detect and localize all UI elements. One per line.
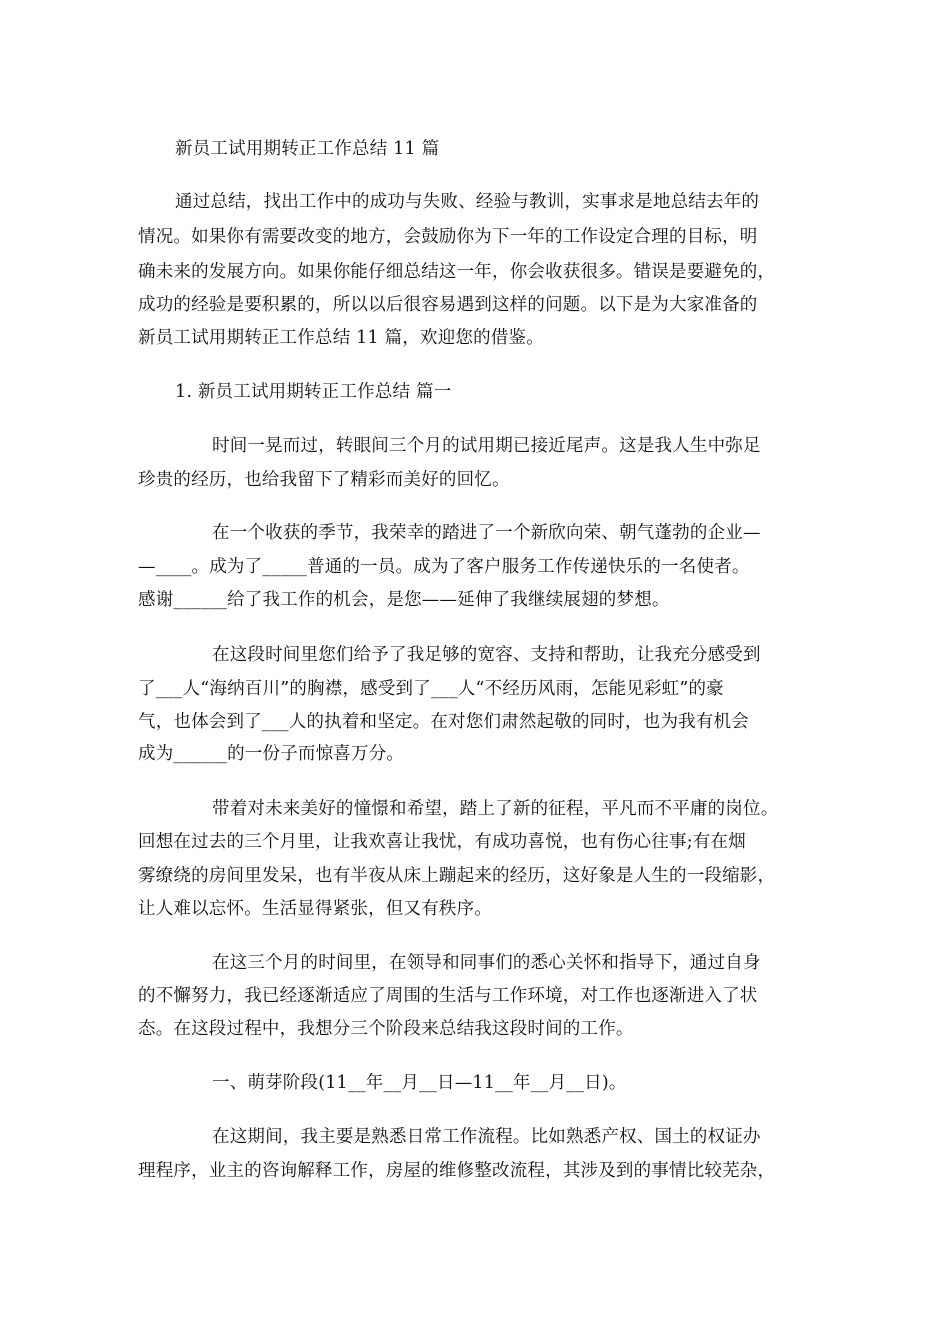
paragraph-2-line-1: 在一个收获的季节，我荣幸的踏进了一个新欣向荣、朝气蓬勃的企业—	[212, 523, 761, 543]
document-title: 新员工试用期转正工作总结 11 篇	[175, 139, 440, 159]
paragraph-5-line-1: 在这三个月的时间里，在领导和同事们的悉心关怀和指导下，通过自身	[212, 953, 761, 973]
paragraph-3-line-3: 气，也体会到了___人的执着和坚定。在对您们肃然起敬的同时，也为我有机会	[138, 712, 749, 732]
paragraph-4-line-2: 回想在过去的三个月里，让我欢喜让我忧，有成功喜悦，也有伤心往事;有在烟	[138, 832, 746, 852]
section-heading: 1. 新员工试用期转正工作总结 篇一	[175, 382, 452, 402]
paragraph-4-line-1: 带着对未来美好的憧憬和希望，踏上了新的征程，平凡而不平庸的岗位。	[212, 799, 779, 819]
paragraph-7-line-2: 理程序，业主的咨询解释工作，房屋的维修整改流程，其涉及到的事情比较芜杂，	[138, 1161, 776, 1181]
intro-line-2: 情况。如果你有需要改变的地方，会鼓励你为下一年的工作设定合理的目标，明	[138, 227, 758, 247]
intro-line-5: 新员工试用期转正工作总结 11 篇，欢迎您的借鉴。	[138, 328, 544, 348]
paragraph-4-line-4: 让人难以忘怀。生活显得紧张，但又有秩序。	[138, 899, 492, 919]
paragraph-3-line-2: 了___人“海纳百川”的胸襟，感受到了___人“不经历风雨，怎能见彩虹”的豪	[138, 679, 724, 699]
paragraph-4-line-3: 雾缭绕的房间里发呆，也有半夜从床上蹦起来的经历，这好象是人生的一段缩影，	[138, 866, 776, 886]
paragraph-1-line-1: 时间一晃而过，转眼间三个月的试用期已接近尾声。这是我人生中弥足	[212, 436, 761, 456]
paragraph-5-line-3: 态。在这段过程中，我想分三个阶段来总结我这段时间的工作。	[138, 1019, 634, 1039]
paragraph-3-line-1: 在这段时间里您们给予了我足够的宽容、支持和帮助，让我充分感受到	[212, 645, 761, 665]
paragraph-1-line-2: 珍贵的经历，也给我留下了精彩而美好的回忆。	[138, 470, 510, 490]
intro-line-3: 确未来的发展方向。如果你能仔细总结这一年，你会收获很多。错误是要避免的，	[138, 262, 776, 282]
paragraph-2-line-2: —____。成为了_____普通的一员。成为了客户服务工作传递快乐的一名使者。	[138, 557, 750, 577]
paragraph-7-line-1: 在这期间，我主要是熟悉日常工作流程。比如熟悉产权、国土的权证办	[212, 1127, 761, 1147]
paragraph-3-line-4: 成为______的一份子而惊喜万分。	[138, 744, 405, 764]
paragraph-5-line-2: 的不懈努力，我已经逐渐适应了周围的生活与工作环境，对工作也逐渐进入了状	[138, 986, 758, 1006]
intro-line-4: 成功的经验是要积累的，所以以后很容易遇到这样的问题。以下是为大家准备的	[138, 295, 758, 315]
stage-heading: 一、萌芽阶段(11__年__月__日—11__年__月__日)。	[212, 1073, 627, 1093]
intro-line-1: 通过总结，找出工作中的成功与失败、经验与教训，实事求是地总结去年的	[175, 192, 760, 212]
paragraph-2-line-3: 感谢______给了我工作的机会，是您——延伸了我继续展翅的梦想。	[138, 590, 670, 610]
